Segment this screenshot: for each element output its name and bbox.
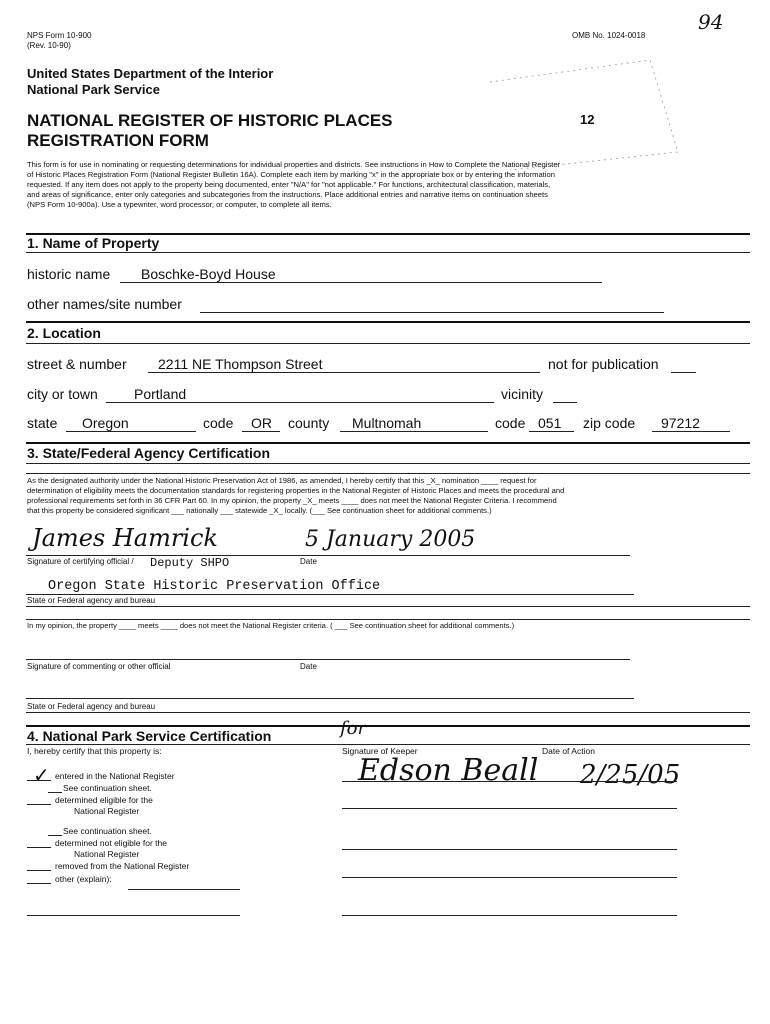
zip-value[interactable]: 97212	[661, 415, 700, 431]
divider	[26, 725, 750, 727]
checkbox-line[interactable]	[27, 847, 51, 848]
keeper-signature: Edson Beall	[358, 753, 539, 788]
certifying-title: Deputy SHPO	[150, 556, 230, 570]
certifying-date: 5 January 2005	[305, 527, 476, 552]
field-line	[242, 431, 280, 432]
county-value[interactable]: Multnomah	[352, 415, 422, 431]
commenting-date-label: Date	[300, 662, 317, 671]
checkbox-line[interactable]	[48, 792, 62, 793]
continuation-2: See continuation sheet.	[63, 826, 152, 836]
county-code-value[interactable]: 051	[538, 415, 562, 431]
signature-line	[26, 555, 630, 556]
state-value[interactable]: Oregon	[82, 415, 129, 431]
date-label: Date	[300, 557, 317, 566]
state-label: state	[27, 415, 58, 431]
service: National Park Service	[27, 82, 160, 97]
field-line	[106, 402, 494, 403]
keeper-line	[342, 877, 677, 878]
county-code-label: code	[495, 415, 526, 431]
form-title-2: REGISTRATION FORM	[27, 131, 209, 150]
agency-line	[26, 698, 634, 699]
status-not-eligible-2: National Register	[74, 849, 140, 859]
certification-statement: As the designated authority under the National Historic Preservation Act of 1986, as amended, I hereby certify that this _X_ nomination ____ request for determination of eligibility meets the documentation standards for registering properties in the National Register of Historic Places and meets the procedural and professional requirements set forth in 36 CFR Part 60. In my opinion, the property _X_ meets ____ does not meet the National Register Criteria. I recommend that this property be considered significant ___ nationally ___ statewide _X_ locally. (___ See continuation sheet for additional comments.)	[27, 476, 565, 515]
zip-label: zip code	[583, 415, 636, 431]
form-revision: (Rev. 10-90)	[27, 41, 71, 50]
agency-line	[26, 594, 634, 595]
received-stamp-outline	[480, 52, 690, 172]
status-entered: entered in the National Register	[55, 771, 175, 781]
divider	[26, 744, 750, 745]
keeper-line	[342, 915, 677, 916]
agency-label-2: State or Federal agency and bureau	[27, 702, 156, 711]
keeper-line	[342, 808, 677, 809]
divider	[26, 712, 750, 713]
divider	[26, 252, 750, 253]
status-eligible-2: National Register	[74, 806, 140, 816]
action-date: 2/25/05	[580, 760, 681, 790]
field-line	[120, 282, 602, 283]
other-names-field[interactable]	[200, 312, 664, 313]
city-value[interactable]: Portland	[134, 386, 187, 402]
field-line	[529, 431, 574, 432]
certify-statement: I, hereby certify that this property is:	[27, 746, 162, 756]
keeper-line	[342, 781, 677, 782]
commenting-signature-label: Signature of commenting or other official	[27, 662, 171, 671]
checkbox-line[interactable]	[27, 883, 51, 884]
divider	[26, 321, 750, 323]
other-explain-line[interactable]	[128, 889, 240, 890]
field-line	[66, 431, 196, 432]
keeper-label: Signature of Keeper	[342, 746, 418, 756]
initials-mark: for	[340, 718, 367, 739]
omb-number: OMB No. 1024-0018	[572, 31, 646, 40]
form-title-1: NATIONAL REGISTER OF HISTORIC PLACES	[27, 111, 393, 130]
historic-name-value[interactable]: Boschke-Boyd House	[141, 266, 276, 282]
checkbox-line[interactable]	[27, 804, 51, 805]
vicinity-field[interactable]	[553, 402, 577, 403]
divider	[26, 619, 750, 620]
opinion-statement: In my opinion, the property ____ meets ____ does not meet the National Register criteria. ( ___ See continuation sheet for additional comments.)	[27, 621, 515, 630]
county-label: county	[288, 415, 330, 431]
field-line	[340, 431, 488, 432]
divider	[26, 442, 750, 444]
instructions: This form is for use in nominating or requesting determinations for individual properties and districts. See instructions in How to Complete the National Register of Historic Places Registration Form (National Register Bulletin 16A). Complete each item by marking "x" in the appropriate box or by entering the information requested. If any item does not apply to the property being documented, enter "N/A" for "not applicable." For functions, architectural classification, materials, and areas of significance, enter only categories and subcategories from the instructions. Place additional entries and narrative items on continuation sheets (NPS Form 10-900a). Use a typewriter, word processor, or computer, to complete all items.	[27, 160, 561, 209]
checkbox-line[interactable]	[27, 870, 51, 871]
section-3-heading: 3. State/Federal Agency Certification	[27, 445, 270, 461]
signature-line	[26, 659, 630, 660]
divider	[26, 463, 750, 464]
agency-label: State or Federal agency and bureau	[27, 596, 156, 605]
historic-name-label: historic name	[27, 266, 111, 282]
other-names-label: other names/site number	[27, 296, 182, 312]
certifying-signature: James Hamrick	[32, 524, 218, 552]
page-mark: 94	[698, 10, 724, 34]
status-removed: removed from the National Register	[55, 861, 190, 871]
checkmark-icon: ✓	[33, 765, 50, 787]
other-explain-line-2[interactable]	[27, 915, 240, 916]
checkbox-line[interactable]	[27, 780, 51, 781]
not-for-publication-field[interactable]	[671, 372, 696, 373]
form-number: NPS Form 10-900	[27, 31, 92, 40]
state-code-label: code	[203, 415, 234, 431]
divider	[26, 473, 750, 474]
street-value[interactable]: 2211 NE Thompson Street	[158, 356, 323, 372]
continuation-1: See continuation sheet.	[63, 783, 152, 793]
section-4-heading: 4. National Park Service Certification	[27, 728, 272, 744]
department: United States Department of the Interior	[27, 66, 274, 81]
divider	[26, 606, 750, 607]
checkbox-line[interactable]	[48, 835, 62, 836]
divider	[26, 343, 750, 344]
section-1-heading: 1. Name of Property	[27, 235, 160, 251]
field-line	[148, 372, 540, 373]
field-line	[652, 431, 730, 432]
section-2-heading: 2. Location	[27, 325, 101, 341]
agency-value: Oregon State Historic Preservation Office	[48, 579, 381, 594]
status-not-eligible: determined not eligible for the	[55, 838, 167, 848]
signature-label: Signature of certifying official /	[27, 557, 134, 566]
received-stamp: 12	[580, 112, 595, 127]
street-label: street & number	[27, 356, 127, 372]
city-label: city or town	[27, 386, 98, 402]
date-of-action-label: Date of Action	[542, 746, 595, 756]
status-eligible: determined eligible for the	[55, 795, 153, 805]
state-code-value[interactable]: OR	[251, 415, 272, 431]
vicinity-label: vicinity	[501, 386, 544, 402]
status-other: other (explain):	[55, 874, 112, 884]
not-for-publication-label: not for publication	[548, 356, 659, 372]
keeper-line	[342, 849, 677, 850]
